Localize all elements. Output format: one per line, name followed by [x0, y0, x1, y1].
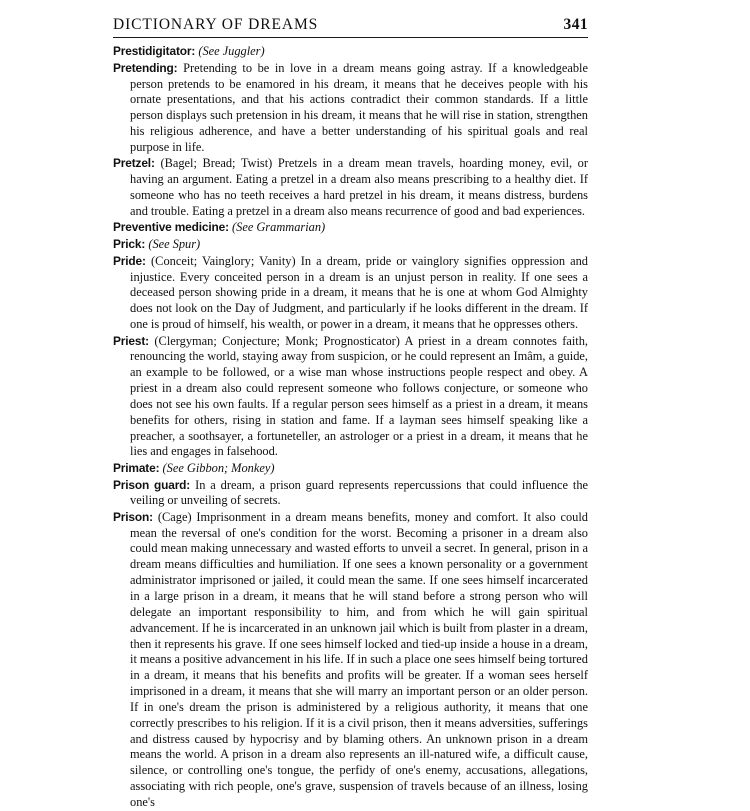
entry-separator: :	[173, 60, 178, 75]
entry-list	[113, 44, 588, 811]
dictionary-entry	[113, 220, 588, 236]
entry-cross-reference: (See Spur)	[148, 236, 201, 251]
dictionary-entry	[113, 334, 588, 461]
dictionary-entry	[113, 254, 588, 333]
entry-separator: :	[225, 220, 230, 235]
entry-separator: :	[142, 253, 146, 268]
entry-headword: Pride	[113, 253, 142, 268]
entry-headword: Prison	[113, 509, 150, 524]
entry-separator: :	[186, 477, 191, 492]
entry-headword: Pretending	[113, 60, 174, 75]
entry-cross-reference: (See Gibbon; Monkey)	[162, 460, 275, 475]
entry-cross-reference: (See Juggler)	[198, 43, 265, 58]
entry-cross-reference: (See Grammarian)	[232, 220, 326, 235]
entry-headword: Prison guard	[113, 477, 187, 492]
entry-separator: :	[155, 460, 160, 475]
dictionary-entry	[113, 61, 588, 156]
running-head	[113, 16, 588, 37]
entry-separator: :	[149, 509, 154, 524]
entry-definition: (Clergyman; Conjecture; Monk; Prognosticator) A priest in a dream connotes faith, renouncing the world, staying away from suspicion, or he could represent an Imâm, a guide, an example to be followed, or a wise man whose instructions people respect and obey. A priest in a dream also could represent someone who follows conjecture, or someone who does not see his own faults. If a regular person sees himself as a priest in a dream, it means benefits for others, rising in station and fame. If a layman sees himself speaking like a preacher, a soothsayer, a fortuneteller, an astrologer or a priest in a dream, it means that he lies and engages in falsehood.	[130, 333, 588, 459]
entry-headword: Priest	[113, 333, 146, 348]
entry-headword: Primate	[113, 460, 156, 475]
dictionary-entry	[113, 478, 588, 510]
entry-headword: Preventive medicine	[113, 220, 226, 235]
page-number: 341	[563, 16, 588, 33]
dictionary-entry	[113, 156, 588, 219]
entry-definition: Pretending to be in love in a dream means going astray. If a knowledgeable person pretends to be enamored in his dream, it means that he deceives people with his ornate presentations, and that his actions contradict their common standards. If a little person displays such pretension in his dream, it means that he will rise in station, strengthen his religious adherence, and have a better understanding of his spiritual goals and real purpose in life.	[130, 60, 589, 154]
dictionary-entry	[113, 510, 588, 811]
entry-definition: In a dream, a prison guard represents repercussions that could influence the veiling or unveiling of secrets.	[130, 477, 589, 508]
dictionary-entry	[113, 461, 588, 477]
running-head-title: DICTIONARY OF DREAMS	[113, 16, 319, 33]
entry-separator: :	[150, 156, 155, 171]
entry-separator: :	[145, 333, 150, 348]
dictionary-entry	[113, 44, 588, 60]
entry-headword: Pretzel	[113, 156, 151, 171]
entry-separator: :	[191, 43, 196, 58]
entry-definition: (Cage) Imprisonment in a dream means benefits, money and comfort. It also could mean the reversal of one's condition for the worst. Becoming a prisoner in a dream also could mean making unnecessary and wasted efforts to unveil a secret. In general, prison in a dream means difficulties and humiliation. If one sees a known personality or a government administrator imprisoned or jailed, it could mean the same. If one sees himself incarcerated in a large prison in a dream, it means that he will stand before a strong person who will delegate an important responsibility to him, and from which he will gain spiritual advancement. If he is incarcerated in an unknown jail which is built from plaster in a dream, then it represents his grave. If one sees himself locked and tied-up inside a house in a dream, it means a positive advancement in his life. If in such a place one sees himself being tortured in a dream, it means that his benefits and profits will be greater. If a woman sees herself imprisoned in a dream, it means that she will marry an important person or an older person. If in one's dream the prison is administered by a religious authority, it means that one correctly prescribes to his religion. If it is a civil prison, then it means adversities, sufferings and distress caused by hypocrisy and by blaming others. An unknown prison in a dream means the world. A prison in a dream also represents an ill-natured wife, a difficult cause, silence, or controlling one's tongue, the perfidy of one's enemy, accusations, allegations, associating with rich people, one's grave, suspension of travels because of an illness, losing one's	[130, 509, 589, 809]
running-head-rule	[113, 37, 588, 38]
entry-headword: Prestidigitator	[113, 43, 192, 58]
entry-separator: :	[141, 236, 146, 251]
entry-definition: (Conceit; Vainglory; Vanity) In a dream, pride or vainglory signifies oppression and injustice. Every conceited person in a dream is an unjust person in reality. If one sees a deceased person showing pride in a dream, it means that he is one at whom God Almighty does not look on the Day of Judgment, and particularly if he looks different in the dream. If one is proud of himself, his wealth, or power in a dream, it means that he oppresses others.	[130, 253, 588, 332]
entry-headword: Prick	[113, 236, 142, 251]
entry-definition: (Bagel; Bread; Twist) Pretzels in a dream mean travels, hoarding money, evil, or having an argument. Eating a pretzel in a dream also means prescribing to a healthy diet. If someone who has no teeth receives a hard pretzel in his dream, it means distress, burdens and trouble. Eating a pretzel in a dream also means recurrence of good and bad experiences.	[130, 156, 588, 218]
dictionary-entry	[113, 237, 588, 253]
